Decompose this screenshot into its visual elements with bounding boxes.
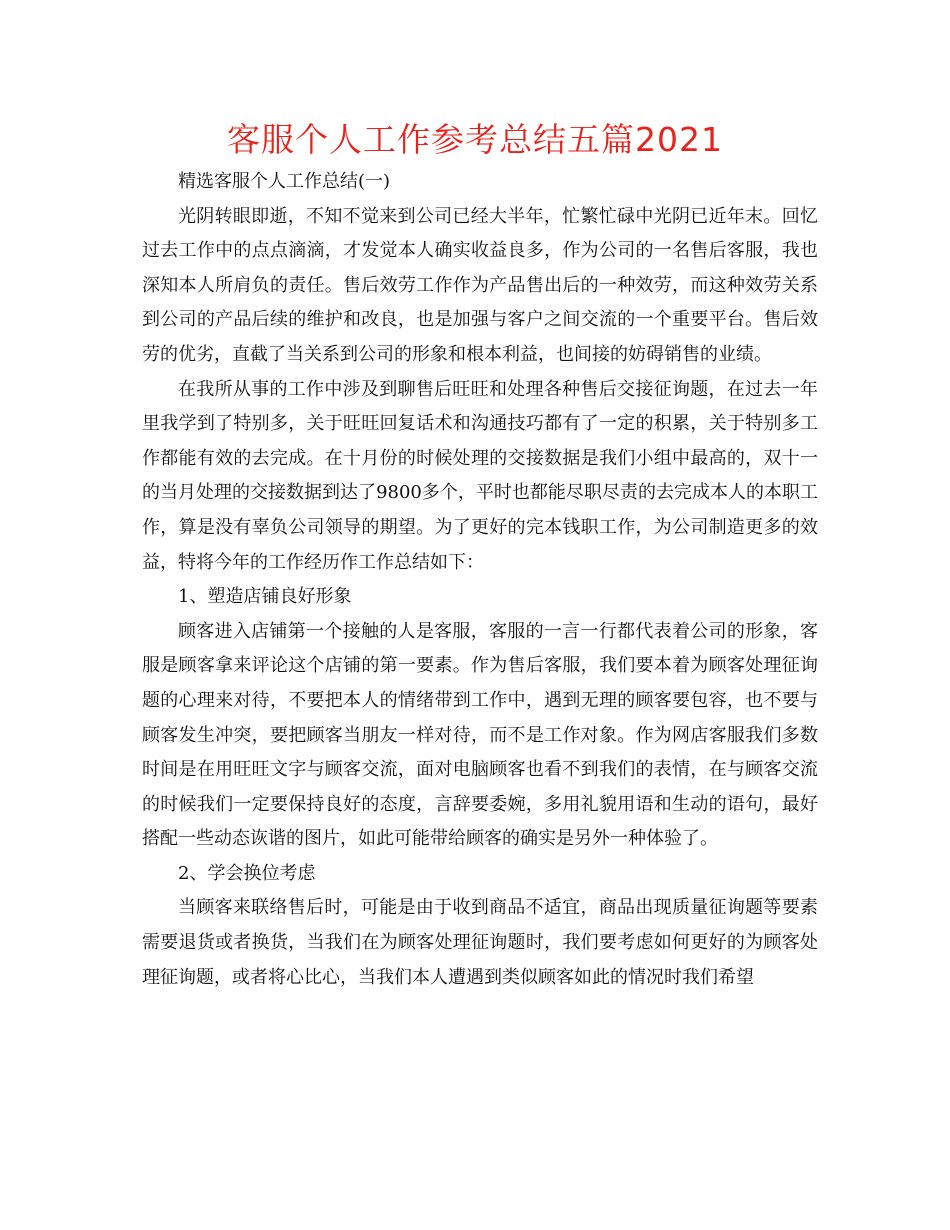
paragraph-2: 在我所从事的工作中涉及到聊售后旺旺和处理各种售后交接征询题，在过去一年里我学到了特别多，关于旺旺回复话术和沟通技巧都有了一定的积累，关于特别多工作都能有效的去完成。在十月份的时候处理的交接数据是我们小组中最高的，双十一的当月处理的交接数据到达了9800多个，平时也都能尽职尽责的去完成本人的本职工作，算是没有辜负公司领导的期望。为了更好的完本钱职工作，为公司制造更多的效益，特将今年的工作经历作工作总结如下： bbox=[142, 378, 818, 573]
list-heading-2: 2、学会换位考虑 bbox=[178, 862, 316, 884]
section-heading-1: 精选客服个人工作总结(一) bbox=[178, 171, 391, 192]
paragraph-4: 当顾客来联络售后时，可能是由于收到商品不适宜，商品出现质量征询题等要素需要退货或者换货，当我们在为顾客处理征询题时，我们要考虑如何更好的为顾客处理征询题，或者将心比心，当我们本人遭遇到类似顾客如此的情况时我们希望 bbox=[142, 897, 818, 988]
paragraph-3: 顾客进入店铺第一个接触的人是客服，客服的一言一行都代表着公司的形象，客服是顾客拿来评论这个店铺的第一要素。作为售后客服，我们要本着为顾客处理征询题的心理来对待，不要把本人的情绪带到工作中，遇到无理的顾客要包容，也不要与顾客发生冲突，要把顾客当朋友一样对待，而不是工作对象。作为网店客服我们多数时间是在用旺旺文字与顾客交流，面对电脑顾客也看不到我们的表情，在与顾客交流的时候我们一定要保持良好的态度，言辞要委婉，多用礼貌用语和生动的语句，最好搭配一些动态诙谐的图片，如此可能带给顾客的确实是另外一种体验了。 bbox=[142, 620, 818, 850]
list-heading-1: 1、塑造店铺良好形象 bbox=[178, 586, 352, 608]
document-body bbox=[142, 165, 818, 995]
paragraph-1: 光阴转眼即逝，不知不觉来到公司已经大半年，忙繁忙碌中光阴已近年末。回忆过去工作中的点点滴滴，才发觉本人确实收益良多，作为公司的一名售后客服，我也深知本人所肩负的责任。售后效劳工作作为产品售出后的一种效劳，而这种效劳关系到公司的产品后续的维护和改良，也是加强与客户之间交流的一个重要平台。售后效劳的优劣，直截了当关系到公司的形象和根本利益，也间接的妨碍销售的业绩。 bbox=[142, 205, 818, 365]
document-title: 客服个人工作参考总结五篇2021 bbox=[227, 120, 723, 159]
